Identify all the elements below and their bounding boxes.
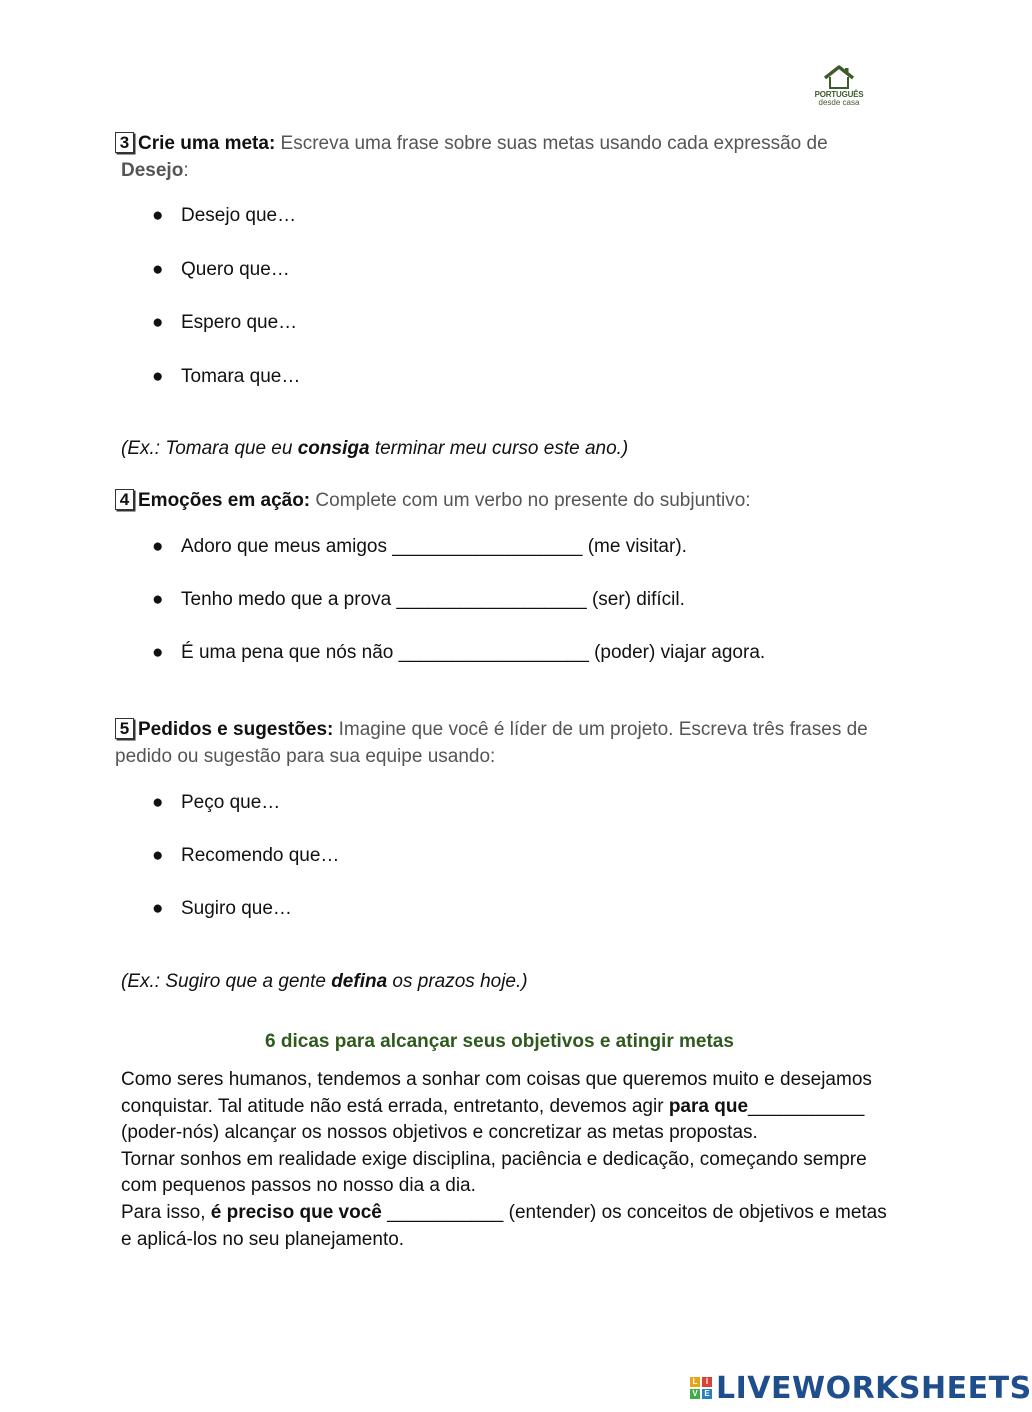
example-text: (Ex.: Tomara que eu xyxy=(121,438,298,459)
paragraph-1: Como seres humanos, tendemos a sonhar com coisas que queremos muito e desejamos conquistar. Tal atitude não está errada, entretanto, devemos agir xyxy=(121,1069,872,1117)
bullet-icon: ● xyxy=(152,205,164,226)
list-item xyxy=(152,205,296,227)
house-icon xyxy=(822,64,856,90)
list-item-text: Desejo que… xyxy=(181,205,297,226)
bullet-icon: ● xyxy=(152,536,164,557)
fill-in-text: Tenho medo que a prova __________________ (ser) difícil. xyxy=(181,589,685,610)
grid-letter: V xyxy=(690,1389,700,1399)
example-bold: defina xyxy=(331,971,388,992)
desejo-keyword: Desejo xyxy=(121,160,184,181)
paragraph-3-end[interactable]: ___________ (entender) os conceitos de objetivos e metas e aplicá-los no seu planejamento. xyxy=(121,1201,887,1250)
example-text-end: terminar meu curso este ano.) xyxy=(369,438,629,459)
paragraph-3-bold: é preciso que você xyxy=(210,1201,382,1223)
list-item-text: Peço que… xyxy=(181,792,281,813)
example-bold: consiga xyxy=(297,438,370,459)
logo-line1: PORTUGUÊS xyxy=(814,90,864,99)
list-item-text: Espero que… xyxy=(181,312,298,333)
question-number: 5 xyxy=(115,718,134,739)
list-item xyxy=(152,259,290,281)
paragraph-3: Para isso, xyxy=(121,1201,211,1223)
list-item-text: Sugiro que… xyxy=(181,898,292,919)
article-heading: 6 dicas para alcançar seus objetivos e atingir metas xyxy=(265,1031,734,1052)
question-number: 4 xyxy=(115,489,134,510)
bullet-icon: ● xyxy=(152,845,164,866)
list-item-text: Quero que… xyxy=(181,259,290,280)
bullet-icon: ● xyxy=(152,312,164,333)
question-description: Escreva uma frase sobre suas metas usando cada expressão de xyxy=(275,133,828,154)
bullet-icon: ● xyxy=(152,642,164,663)
question-number: 3 xyxy=(115,132,134,153)
question-description: Complete com um verbo no presente do subjuntivo: xyxy=(310,490,751,511)
question-description-end: : xyxy=(183,160,189,181)
question-title: Pedidos e sugestões: xyxy=(138,719,334,740)
bullet-icon: ● xyxy=(152,898,164,919)
portugues-desde-casa-logo xyxy=(808,64,870,107)
bullet-icon: ● xyxy=(152,792,164,813)
list-item xyxy=(152,898,292,920)
example-text: (Ex.: Sugiro que a gente xyxy=(121,971,332,992)
grid-letter: L xyxy=(690,1377,700,1387)
fill-in-item[interactable] xyxy=(152,589,685,611)
list-item xyxy=(152,366,300,388)
question-5-example xyxy=(121,971,528,993)
question-4-prompt xyxy=(115,487,885,514)
bullet-icon: ● xyxy=(152,366,164,387)
question-description: Imagine que você é líder de um projeto. Escreva três frases de pedido ou sugestão para sua equipe usando: xyxy=(115,719,868,767)
paragraph-1-end[interactable]: ___________ (poder-nós) alcançar os nossos objetivos e concretizar as metas propostas. xyxy=(121,1095,865,1144)
list-item-text: Tomara que… xyxy=(181,366,301,387)
grid-letter: E xyxy=(702,1389,712,1399)
liveworksheets-wordmark: LIVEWORKSHEETS xyxy=(716,1370,1032,1406)
fill-in-text: É uma pena que nós não __________________ (poder) viajar agora. xyxy=(181,642,766,663)
list-item xyxy=(152,845,339,867)
paragraph-2: Tornar sonhos em realidade exige disciplina, paciência e dedicação, começando sempre com pequenos passos no nosso dia a dia. xyxy=(121,1148,867,1197)
question-5-prompt xyxy=(115,716,885,770)
article-body xyxy=(121,1067,891,1253)
logo-line2: desde casa xyxy=(818,98,860,107)
paragraph-1-bold: para que xyxy=(668,1095,749,1117)
bullet-icon: ● xyxy=(152,259,164,280)
grid-letter: I xyxy=(702,1377,712,1387)
liveworksheets-logo[interactable] xyxy=(690,1372,1032,1404)
fill-in-item[interactable] xyxy=(152,642,765,664)
list-item xyxy=(152,792,280,814)
bullet-icon: ● xyxy=(152,589,164,610)
example-text-end: os prazos hoje.) xyxy=(387,971,528,992)
list-item-text: Recomendo que… xyxy=(181,845,340,866)
question-3-prompt xyxy=(115,130,885,184)
fill-in-item[interactable] xyxy=(152,536,687,558)
question-3-example xyxy=(121,438,628,460)
question-title: Crie uma meta: xyxy=(138,133,276,154)
fill-in-text: Adoro que meus amigos __________________ (me visitar). xyxy=(181,536,687,557)
question-title: Emoções em ação: xyxy=(138,490,311,511)
liveworksheets-grid-icon xyxy=(690,1377,712,1399)
list-item xyxy=(152,312,297,334)
